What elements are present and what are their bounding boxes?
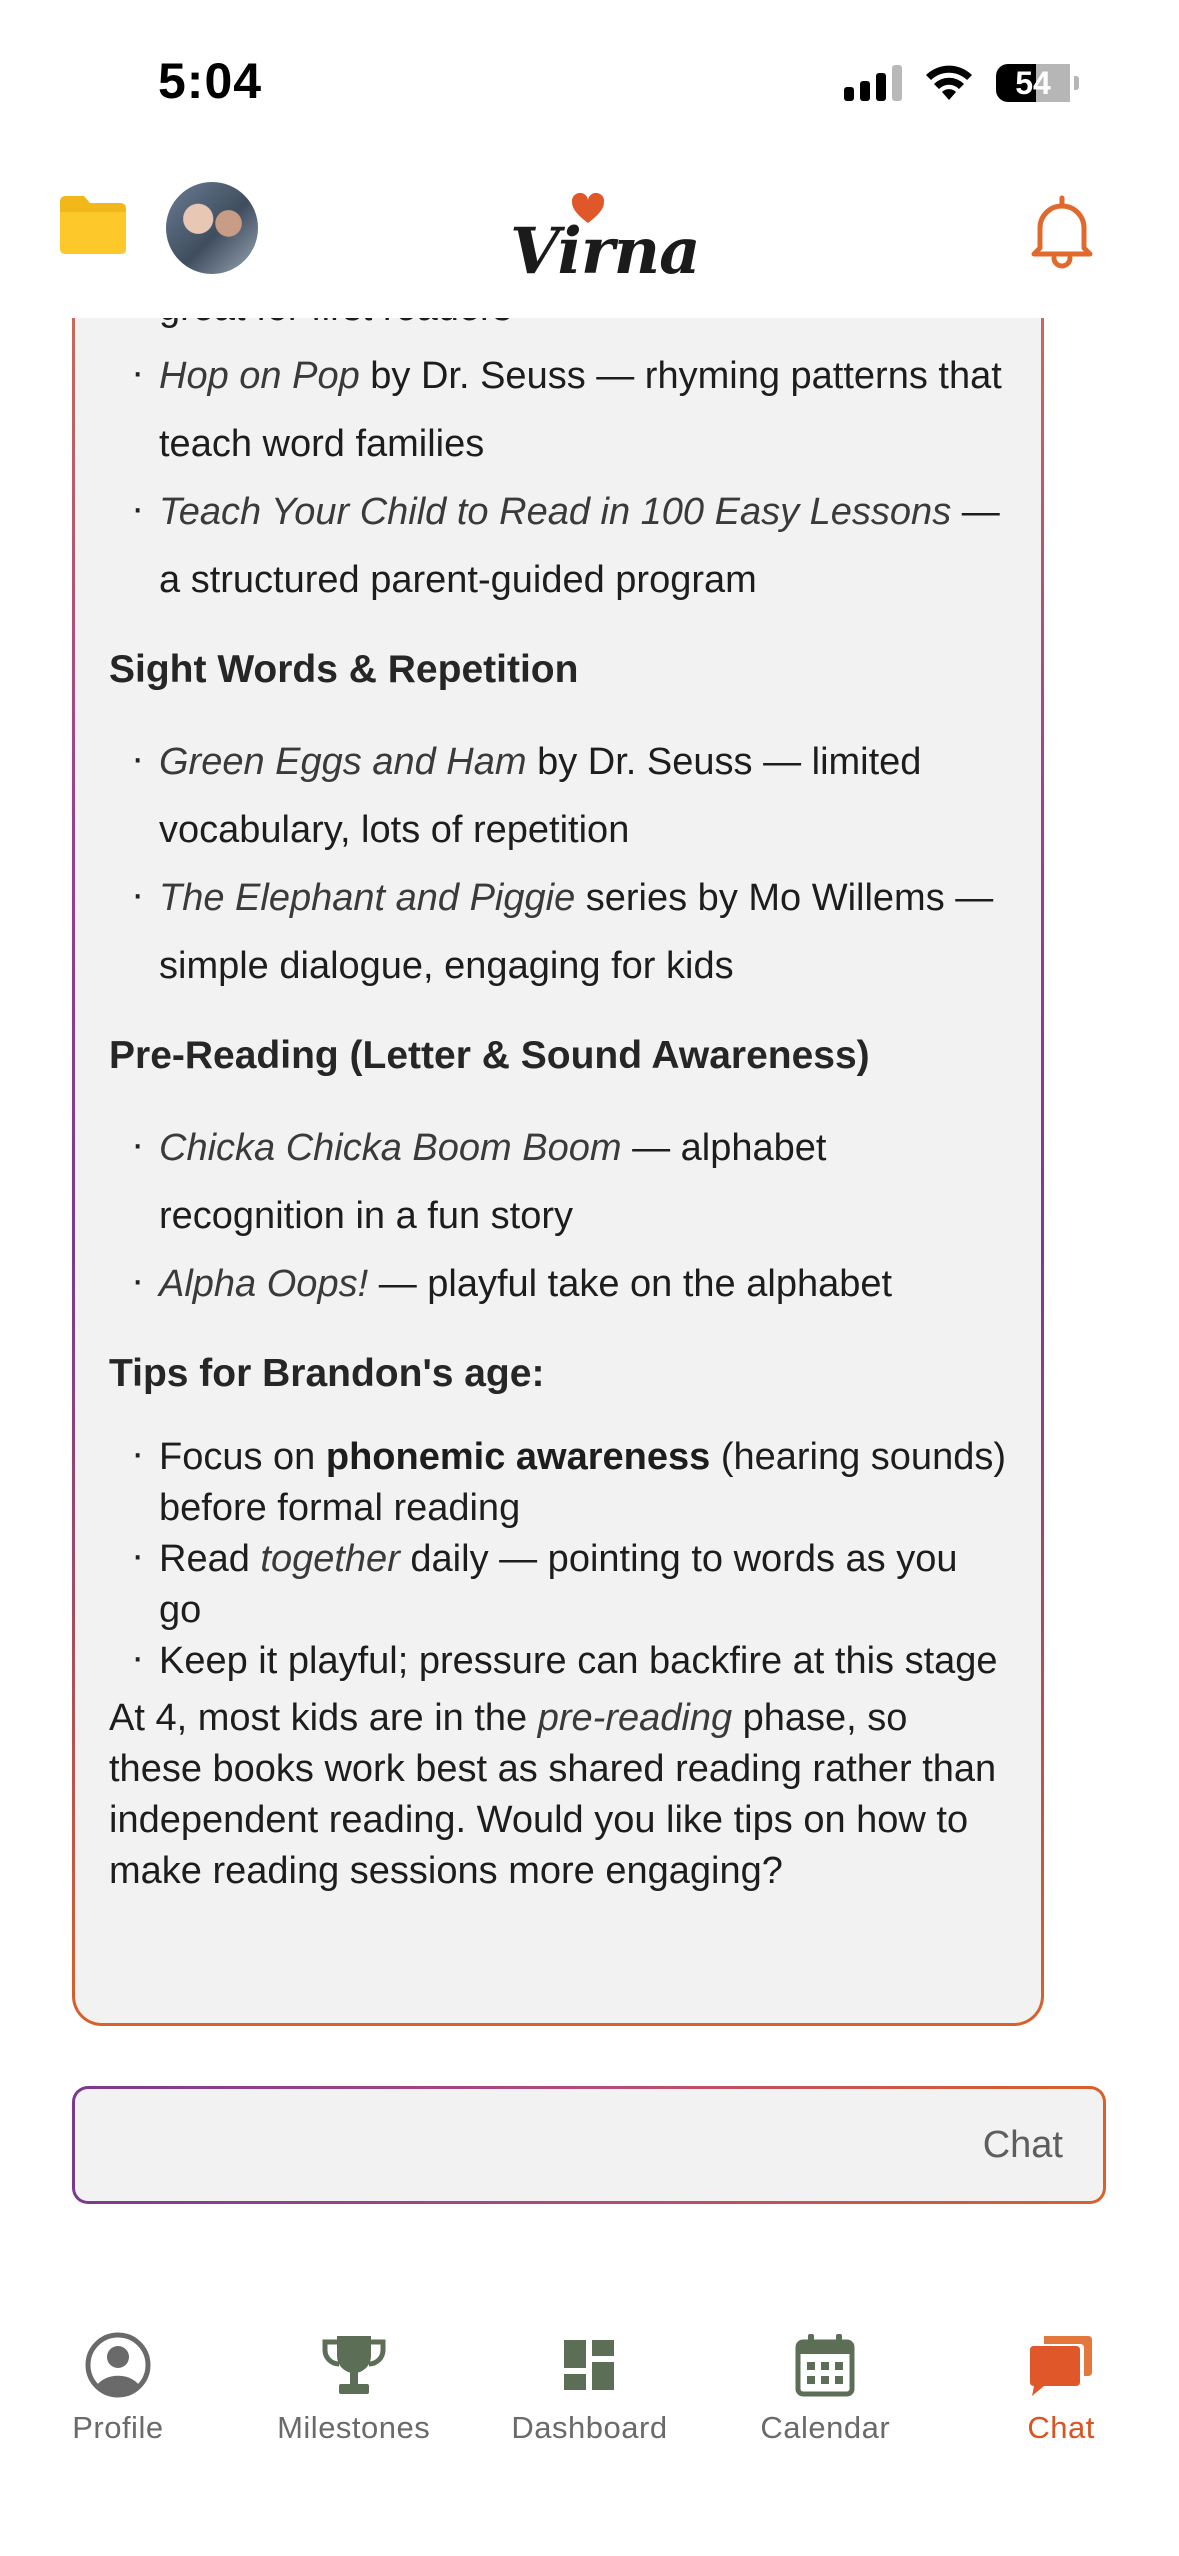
nav-label: Chat — [1027, 2410, 1095, 2445]
nav-item-dashboard[interactable] — [489, 2290, 689, 2490]
bottom-nav — [0, 2290, 1179, 2490]
nav-label: Milestones — [277, 2410, 431, 2445]
section-heading: Tips for Brandon's age: — [109, 1352, 545, 1395]
wifi-icon — [924, 64, 974, 102]
trophy-icon — [319, 2330, 389, 2400]
nav-item-profile[interactable] — [18, 2290, 218, 2490]
list-item: · Focus on phonemic awareness (hearing sounds) before formal reading — [159, 1432, 1009, 1534]
app-header — [0, 170, 1179, 318]
list-item: · Read together daily — pointing to words as you go — [159, 1534, 1009, 1636]
closing-paragraph: At 4, most kids are in the pre-reading phase, so these books work best as shared reading rather than independent reading. Would you like tips on how to make reading sessions more engaging? — [109, 1697, 997, 1892]
nav-item-chat[interactable] — [961, 2290, 1161, 2490]
nav-item-calendar[interactable] — [725, 2290, 925, 2490]
book-title: The Elephant and Piggie — [159, 877, 576, 919]
status-icons — [844, 64, 1079, 102]
nav-label: Calendar — [760, 2410, 891, 2445]
book-title: Teach Your Child to Read in 100 Easy Lessons — [159, 491, 952, 533]
message-body — [75, 318, 1041, 2023]
battery-percentage: 54 — [1015, 64, 1051, 101]
chat-input[interactable] — [75, 2089, 1103, 2201]
status-bar — [0, 0, 1179, 170]
avatar[interactable] — [166, 182, 258, 274]
list-item: · Alpha Oops! — playful take on the alphabet — [159, 1250, 1009, 1318]
profile-icon — [83, 2330, 153, 2400]
tips-list — [109, 1432, 1009, 1687]
calendar-icon — [790, 2330, 860, 2400]
list-item: · Chicka Chicka Boom Boom — alphabet recognition in a fun story — [159, 1114, 1009, 1250]
book-title: Green Eggs and Ham — [159, 741, 527, 783]
section-heading: Pre-Reading (Letter & Sound Awareness) — [109, 1034, 870, 1077]
book-title: Alpha Oops! — [159, 1263, 369, 1305]
bell-icon[interactable] — [1028, 194, 1096, 268]
nav-item-milestones[interactable] — [254, 2290, 454, 2490]
cellular-signal-icon — [844, 65, 902, 101]
pre-reading-book-list — [109, 1114, 1009, 1318]
phonics-book-list-continued — [109, 342, 1009, 614]
list-item: · Teach Your Child to Read in 100 Easy Lessons — a structured parent-guided program — [159, 478, 1009, 614]
message-content — [109, 274, 1009, 1897]
list-item: · Keep it playful; pressure can backfire at this stage — [159, 1636, 1009, 1687]
chat-input-container — [72, 2086, 1106, 2204]
status-time: 5:04 — [158, 53, 263, 109]
app-logo — [510, 190, 700, 289]
assistant-message — [72, 318, 1044, 2026]
list-item: · Green Eggs and Ham by Dr. Seuss — limited vocabulary, lots of repetition — [159, 728, 1009, 864]
folder-icon[interactable] — [58, 192, 128, 256]
dashboard-icon — [554, 2330, 624, 2400]
chat-input-field — [75, 2089, 1103, 2201]
list-item: · The Elephant and Piggie series by Mo Willems — simple dialogue, engaging for kids — [159, 864, 1009, 1000]
battery-cap — [1074, 76, 1079, 90]
book-title: Chicka Chicka Boom Boom — [159, 1127, 622, 1169]
logo-text: Virna — [510, 214, 700, 289]
nav-label: Dashboard — [511, 2410, 668, 2445]
battery-icon — [996, 64, 1070, 102]
chat-icon — [1026, 2330, 1096, 2400]
book-title: Hop on Pop — [159, 355, 360, 397]
sight-words-book-list — [109, 728, 1009, 1000]
nav-label: Profile — [72, 2410, 164, 2445]
list-item: · Hop on Pop by Dr. Seuss — rhyming patterns that teach word families — [159, 342, 1009, 478]
section-heading: Sight Words & Repetition — [109, 648, 579, 691]
